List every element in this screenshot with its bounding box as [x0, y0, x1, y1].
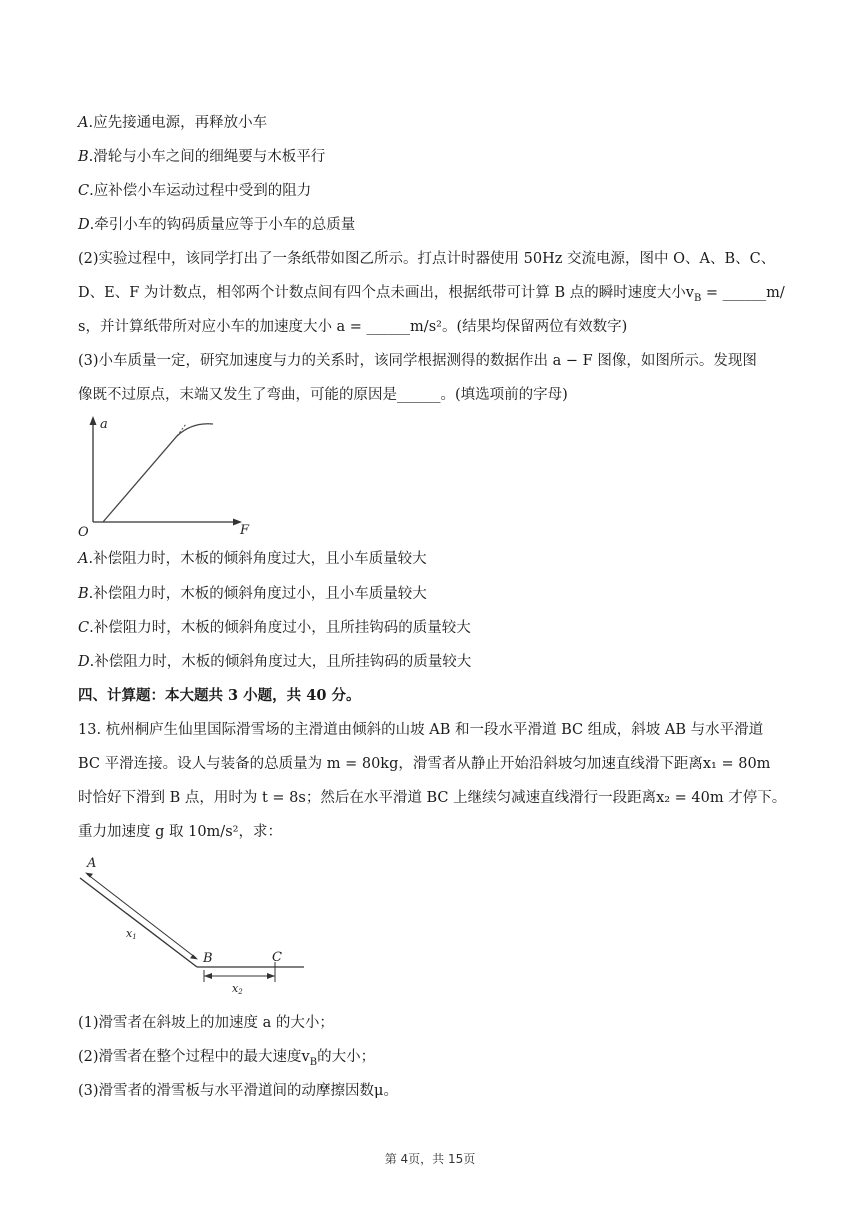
a-f-graph [76, 412, 256, 540]
slope-ab [80, 878, 197, 967]
option-text: .应补偿小车运动过程中受到的阻力 [89, 183, 312, 199]
option-a [78, 113, 267, 133]
option-letter: A [78, 115, 89, 131]
part3-line1: (3)小车质量一定，研究加速度与力的关系时，该同学根据测得的数据作出 a − F 图像，如图所示。发现图 [78, 353, 757, 369]
option-text: .补偿阻力时，木板的倾斜角度过大，且所挂钩码的质量较大 [89, 654, 472, 670]
point-b-label: B [203, 951, 213, 966]
option-c-part3 [78, 618, 471, 638]
x2-arrow-left [204, 973, 212, 979]
q13-sub2-subscript: B [309, 1056, 318, 1068]
x1-label [126, 927, 137, 941]
q13-sub1: (1)滑雪者在斜坡上的加速度 a 的大小； [78, 1015, 334, 1031]
x1-dimension-line [87, 874, 196, 958]
option-b-part3 [78, 584, 427, 604]
option-letter: B [78, 149, 89, 165]
q13-sub3: (3)滑雪者的滑雪板与水平滑道间的动摩擦因数μ。 [78, 1083, 398, 1099]
slope-figure [76, 852, 312, 996]
option-d [78, 215, 355, 235]
option-a-part3 [78, 549, 427, 569]
option-text: .补偿阻力时，木板的倾斜角度过大，且小车质量较大 [88, 551, 427, 567]
part2-line3: s，并计算纸带所对应小车的加速度大小 a = ______m/s²。(结果均保留两位有效数字) [78, 319, 628, 335]
part2-line2-subscript: B [693, 292, 702, 304]
q13-line4: 重力加速度 g 取 10m/s²，求： [78, 824, 282, 840]
x2-label [232, 982, 243, 996]
option-letter: D [78, 654, 90, 670]
y-axis-label: a [100, 417, 108, 432]
y-axis-arrow [90, 416, 97, 425]
option-text: .应先接通电源，再释放小车 [88, 115, 268, 131]
point-a-label: A [87, 856, 97, 871]
x2-label-sub: 2 [238, 988, 243, 996]
page-footer: 第 4页，共 15页 [384, 1152, 476, 1166]
q13-sub2-text: (2)滑雪者在整个过程中的最大速度v [78, 1049, 310, 1065]
part2-line2-text: D、E、F 为计数点，相邻两个计数点间有四个点未画出，根据纸带可计算 B 点的瞬时速度大小v [78, 285, 694, 301]
option-letter: C [78, 183, 90, 199]
q13-line3: 时恰好下滑到 B 点，用时为 t = 8s；然后在水平滑道 BC 上继续匀减速直线滑行一段距离x₂ = 40m 才停下。 [78, 790, 787, 806]
option-text: .牵引小车的钩码质量应等于小车的总质量 [89, 217, 356, 233]
x1-arrow-bottom [190, 954, 198, 959]
option-text: .滑轮与小车之间的细绳要与木板平行 [88, 149, 326, 165]
option-letter: C [78, 620, 90, 636]
option-letter: A [78, 551, 89, 567]
x1-arrow-top [85, 873, 93, 878]
x1-label-sub: 1 [132, 933, 137, 941]
part2-line2 [78, 283, 785, 309]
x2-arrow-right [267, 973, 275, 979]
option-text: .补偿阻力时，木板的倾斜角度过小，且小车质量较大 [88, 586, 427, 602]
part2-line1: (2)实验过程中，该同学打出了一条纸带如图乙所示。打点计时器使用 50Hz 交流电源，图中 O、A、B、C、 [78, 251, 776, 267]
option-letter: B [78, 586, 89, 602]
q13-sub2-end: 的大小； [317, 1049, 376, 1065]
x1-label-main: x [126, 927, 133, 940]
option-c [78, 181, 311, 201]
q13-line1: 13. 杭州桐庐生仙里国际滑雪场的主滑道由倾斜的山坡 AB 和一段水平滑道 BC 组成，斜坡 AB 与水平滑道 [78, 722, 764, 738]
graph-line [103, 424, 213, 522]
q13-sub2 [78, 1047, 375, 1073]
option-d-part3 [78, 652, 471, 672]
x-axis-label: F [240, 523, 250, 538]
part2-line2-end: = ______m/ [701, 285, 785, 301]
part3-line2: 像既不过原点，末端又发生了弯曲，可能的原因是______。(填选项前的字母) [78, 387, 568, 403]
option-letter: D [78, 217, 90, 233]
option-text: .补偿阻力时，木板的倾斜角度过小，且所挂钩码的质量较大 [89, 620, 471, 636]
q13-line2: BC 平滑连接。设人与装备的总质量为 m = 80kg，滑雪者从静止开始沿斜坡匀加速直线滑下距离x₁ = 80m [78, 756, 771, 772]
origin-label: O [78, 525, 89, 540]
x2-label-main: x [232, 982, 239, 995]
option-b [78, 147, 325, 167]
section-title: 四、计算题：本大题共 3 小题，共 40 分。 [78, 687, 361, 704]
point-c-label: C [272, 950, 282, 965]
